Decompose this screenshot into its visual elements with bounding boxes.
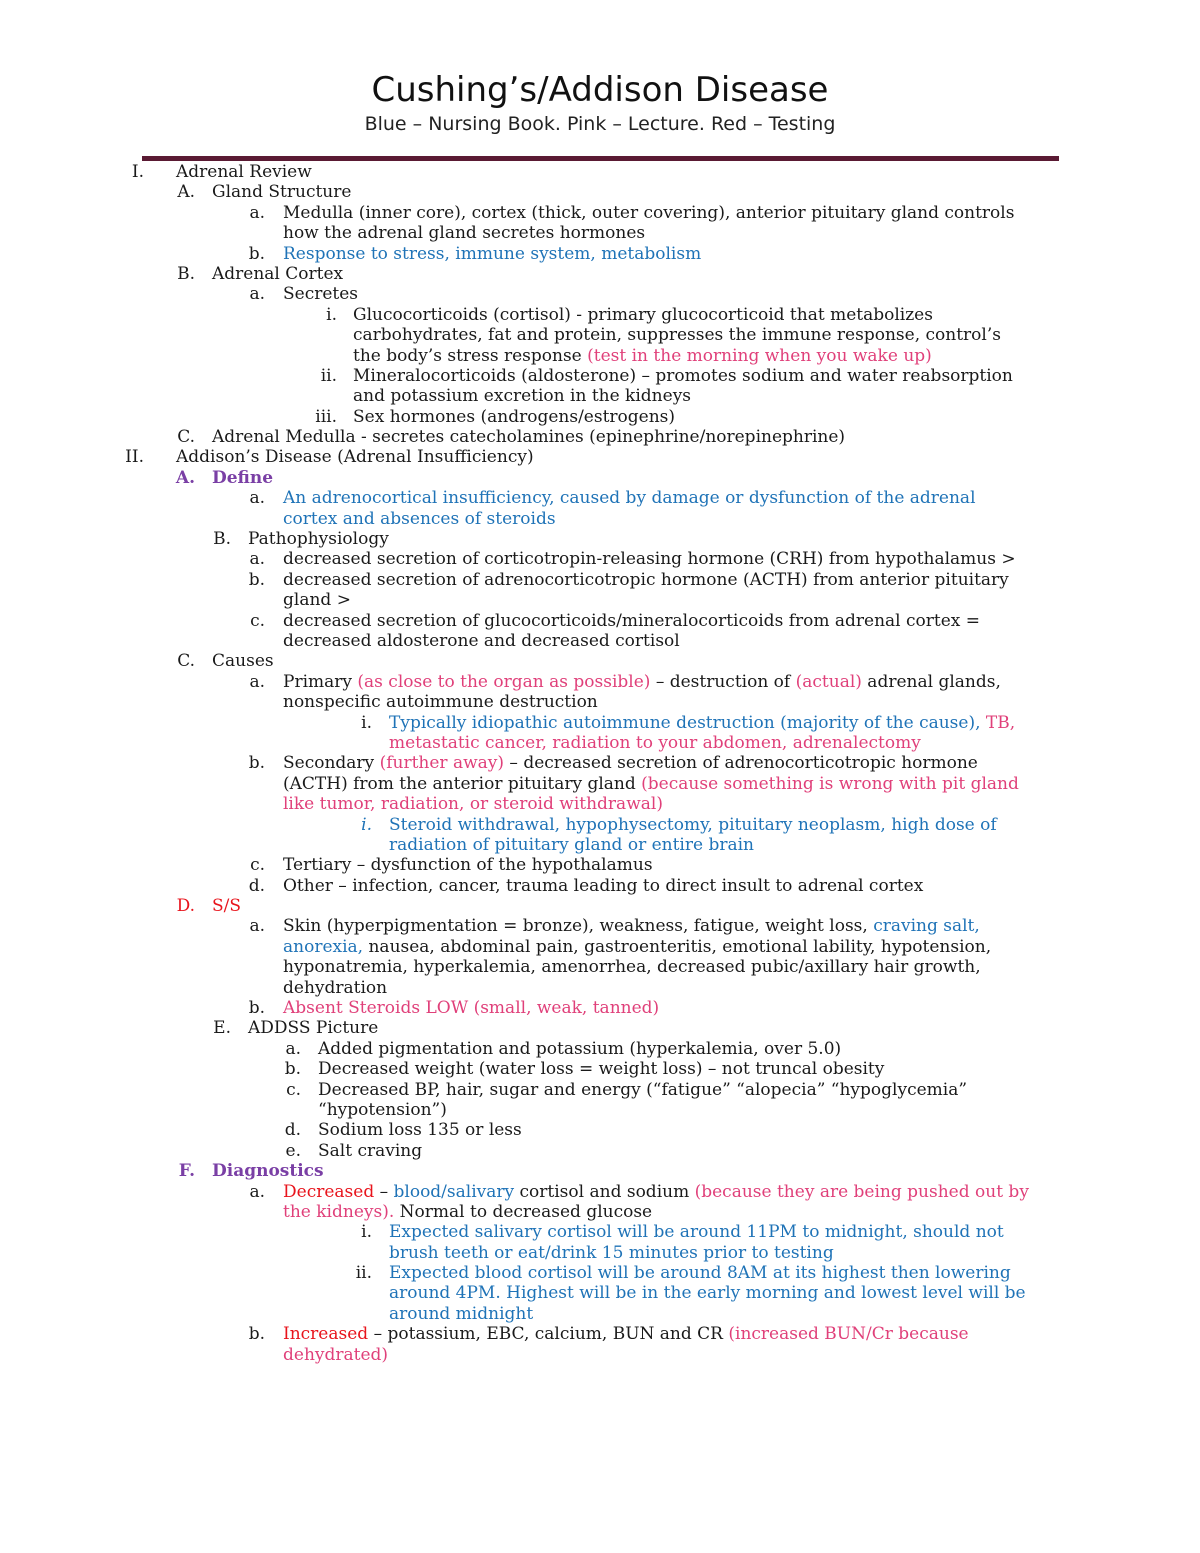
text-run: dehydration [283, 977, 388, 998]
outline-row [0, 1059, 1200, 1079]
outline-text [283, 957, 981, 977]
outline-marker: C. [177, 427, 195, 448]
outline-text [176, 162, 312, 182]
text-run: (increased BUN/Cr because [728, 1324, 969, 1345]
outline-marker: i. [361, 712, 372, 733]
outline-text [283, 855, 653, 875]
outline-text [389, 835, 754, 855]
text-run: An adrenocortical insufficiency, caused by damage or dysfunction of the adrenal [283, 488, 976, 509]
outline-row [0, 1283, 1200, 1303]
text-run: Salt craving [318, 1140, 423, 1161]
text-run: (because something is wrong with pit gland [641, 773, 1019, 794]
outline-text [212, 468, 273, 488]
text-run: Expected blood cortisol will be around 8AM at its highest then lowering [389, 1263, 1011, 1284]
outline-text [283, 672, 1001, 692]
outline-row [0, 590, 1200, 610]
outline-text [353, 346, 932, 366]
outline-row [0, 386, 1200, 406]
outline-marker: d. [284, 1120, 301, 1141]
outline-row [0, 447, 1200, 467]
outline-text [283, 1182, 1029, 1202]
text-run: and potassium excretion in the kidneys [353, 386, 692, 407]
outline-marker: ii. [320, 365, 337, 386]
outline-row [0, 835, 1200, 855]
text-run: decreased aldosterone and decreased cortisol [283, 630, 680, 651]
text-run: Other – infection, cancer, trauma leading to direct insult to adrenal cortex [283, 875, 924, 896]
outline-text [283, 611, 980, 631]
outline-row [0, 305, 1200, 325]
text-run: Adrenal Medulla - secretes catecholamines (epinephrine/norepinephrine) [212, 427, 846, 448]
outline-text [283, 244, 701, 264]
outline-marker: c. [250, 610, 265, 631]
outline-text [283, 998, 659, 1018]
outline-row [0, 1080, 1200, 1100]
outline-text [283, 692, 598, 712]
text-run: (actual) [795, 671, 862, 692]
outline-text [389, 1283, 1026, 1303]
text-run: around midnight [389, 1303, 534, 1324]
outline-text [283, 203, 1014, 223]
outline-text [283, 937, 991, 957]
text-run: Decreased weight (water loss = weight loss) – not truncal obesity [318, 1059, 885, 1080]
outline-text [389, 1263, 1011, 1283]
outline-row [0, 407, 1200, 427]
text-run: metastatic cancer, radiation to your abdomen, adrenalectomy [389, 732, 921, 753]
outline-marker: B. [177, 263, 195, 284]
outline-text [212, 896, 241, 916]
outline-text [283, 774, 1019, 794]
outline-row [0, 244, 1200, 264]
text-run: blood/salivary [393, 1181, 515, 1202]
outline-row [0, 366, 1200, 386]
outline-text [318, 1039, 841, 1059]
text-run: (further away) [379, 753, 505, 774]
text-run: ADDSS Picture [248, 1018, 379, 1039]
outline-text [353, 305, 933, 325]
text-run: Normal to decreased glucose [394, 1201, 653, 1222]
outline-text [389, 1304, 533, 1324]
outline-row [0, 325, 1200, 345]
text-run: decreased secretion of glucocorticoids/mineralocorticoids from adrenal cortex = [283, 610, 981, 631]
outline-marker: C. [177, 651, 195, 672]
outline-marker: ii. [355, 1263, 372, 1284]
outline-row [0, 713, 1200, 733]
outline-row [0, 1141, 1200, 1161]
outline-text [283, 753, 978, 773]
text-run: decreased secretion of adrenocorticotropic hormone (ACTH) from anterior pituitary [283, 569, 1009, 590]
outline-row [0, 346, 1200, 366]
outline-row [0, 1222, 1200, 1242]
outline-row [0, 284, 1200, 304]
outline-marker: c. [250, 855, 265, 876]
outline-marker: c. [286, 1079, 301, 1100]
text-run: – [374, 1181, 394, 1202]
outline-marker: a. [285, 1038, 301, 1059]
text-run: S/S [212, 896, 242, 917]
outline-marker: i. [326, 304, 337, 325]
color-legend-subtitle: Blue – Nursing Book. Pink – Lecture. Red – Testing [364, 113, 836, 135]
text-run: Medulla (inner core), cortex (thick, outer covering), anterior pituitary gland controls [283, 202, 1015, 223]
outline-text [353, 407, 675, 427]
outline-row [0, 1120, 1200, 1140]
outline-row [0, 631, 1200, 651]
outline-row [0, 1263, 1200, 1283]
outline-row [0, 692, 1200, 712]
outline-text [389, 713, 1015, 733]
outline-row [0, 672, 1200, 692]
outline-row [0, 611, 1200, 631]
outline-row [0, 1324, 1200, 1344]
outline-text [283, 1324, 969, 1344]
outline-marker: A. [177, 182, 195, 203]
text-run: (ACTH) from the anterior pituitary gland [283, 773, 642, 794]
text-run: the kidneys). [283, 1201, 395, 1222]
outline-row [0, 978, 1200, 998]
outline-marker: a. [249, 549, 265, 570]
text-run: cortisol and sodium [514, 1181, 695, 1202]
text-run: Causes [212, 651, 274, 672]
outline-row [0, 488, 1200, 508]
text-run: TB, [985, 712, 1016, 733]
outline-row [0, 1039, 1200, 1059]
text-run: Secondary [283, 753, 380, 774]
outline-row [0, 876, 1200, 896]
text-run: adrenal glands, [861, 671, 1001, 692]
outline-marker: b. [248, 1324, 265, 1345]
outline-list [0, 162, 1200, 1365]
outline-marker: A. [175, 467, 195, 488]
text-run: carbohydrates, fat and protein, suppresses the immune response, control’s [353, 325, 1001, 346]
outline-marker: II. [125, 447, 144, 468]
text-run: Sex hormones (androgens/estrogens) [353, 406, 676, 427]
outline-row [0, 549, 1200, 569]
text-run: craving salt, [873, 916, 980, 937]
text-run: (because they are being pushed out by [694, 1181, 1029, 1202]
outline-text [212, 182, 351, 202]
text-run: Skin (hyperpigmentation = bronze), weakness, fatigue, weight loss, [283, 916, 874, 937]
outline-row [0, 1345, 1200, 1365]
outline-marker: a. [249, 202, 265, 223]
outline-row [0, 794, 1200, 814]
outline-text [318, 1059, 884, 1079]
outline-marker: a. [249, 1181, 265, 1202]
outline-marker: b. [248, 753, 265, 774]
outline-text [283, 1202, 652, 1222]
outline-text [389, 733, 921, 753]
outline-row [0, 916, 1200, 936]
outline-row [0, 427, 1200, 447]
outline-marker: i. [361, 1222, 372, 1243]
outline-text [176, 447, 534, 467]
text-run: dehydrated) [283, 1344, 389, 1365]
title-divider [142, 156, 1059, 161]
outline-marker: a. [249, 916, 265, 937]
outline-text [212, 1161, 324, 1181]
text-run: decreased secretion of corticotropin-releasing hormone (CRH) from hypothalamus > [283, 549, 1016, 570]
outline-marker: B. [213, 529, 231, 550]
outline-row [0, 937, 1200, 957]
text-run: Typically idiopathic autoimmune destruction (majority of the cause), [389, 712, 986, 733]
outline-marker: F. [178, 1161, 195, 1182]
text-run: Response to stress, immune system, metabolism [283, 243, 702, 264]
outline-text [283, 284, 358, 304]
text-run: like tumor, radiation, or steroid withdrawal) [283, 794, 663, 815]
outline-text [283, 488, 976, 508]
outline-text [389, 1222, 1004, 1242]
outline-row [0, 223, 1200, 243]
outline-row [0, 203, 1200, 223]
outline-text [283, 916, 980, 936]
text-run: Primary [283, 671, 358, 692]
outline-text [283, 509, 556, 529]
text-run: Addison’s Disease (Adrenal Insufficiency) [176, 447, 534, 468]
outline-row [0, 1018, 1200, 1038]
text-run: Tertiary – dysfunction of the hypothalamus [283, 855, 653, 876]
text-run: radiation of pituitary gland or entire brain [389, 834, 754, 855]
text-run: Mineralocorticoids (aldosterone) – promotes sodium and water reabsorption [353, 365, 1013, 386]
outline-text [212, 427, 845, 447]
text-run: Increased [283, 1324, 369, 1345]
text-run: hyponatremia, hyperkalemia, amenorrhea, decreased pubic/axillary hair growth, [283, 957, 981, 978]
outline-text [283, 1345, 388, 1365]
text-run: – destruction of [650, 671, 796, 692]
outline-row [0, 468, 1200, 488]
text-run: Adrenal Review [176, 162, 312, 182]
outline-marker: b. [248, 243, 265, 264]
text-run: Define [212, 467, 274, 488]
text-run: Expected salivary cortisol will be around 11PM to midnight, should not [389, 1222, 1004, 1243]
outline-text [283, 876, 923, 896]
text-run: anorexia, [283, 936, 364, 957]
outline-text [283, 978, 387, 998]
outline-text [389, 1243, 834, 1263]
outline-text [212, 651, 274, 671]
outline-row [0, 733, 1200, 753]
outline-text [283, 570, 1009, 590]
outline-text [353, 386, 691, 406]
outline-marker: a. [249, 671, 265, 692]
outline-row [0, 1100, 1200, 1120]
outline-row [0, 774, 1200, 794]
outline-row [0, 753, 1200, 773]
outline-row [0, 957, 1200, 977]
outline-row [0, 509, 1200, 529]
text-run: – potassium, EBC, calcium, BUN and CR [368, 1324, 729, 1345]
outline-marker: d. [248, 875, 265, 896]
outline-row [0, 1202, 1200, 1222]
text-run: – decreased secretion of adrenocorticotropic hormone [504, 753, 978, 774]
outline-marker: b. [248, 998, 265, 1019]
outline-text [353, 366, 1013, 386]
outline-text [389, 815, 997, 835]
outline-text [283, 223, 645, 243]
outline-row [0, 651, 1200, 671]
outline-text [318, 1120, 522, 1140]
outline-row [0, 529, 1200, 549]
outline-row [0, 1304, 1200, 1324]
text-run: cortex and absences of steroids [283, 508, 556, 529]
outline-row [0, 1243, 1200, 1263]
text-run: “hypotension”) [318, 1099, 447, 1120]
text-run: Decreased BP, hair, sugar and energy (“fatigue” “alopecia” “hypoglycemia” [318, 1079, 968, 1100]
outline-row [0, 264, 1200, 284]
text-run: Sodium loss 135 or less [318, 1120, 522, 1141]
text-run: (as close to the organ as possible) [357, 671, 651, 692]
outline-text [318, 1080, 967, 1100]
text-run: Adrenal Cortex [212, 263, 344, 284]
outline-row [0, 570, 1200, 590]
text-run: Steroid withdrawal, hypophysectomy, pituitary neoplasm, high dose of [389, 814, 997, 835]
outline-marker: e. [285, 1140, 301, 1161]
text-run: Secretes [283, 284, 359, 305]
text-run: nonspecific autoimmune destruction [283, 692, 598, 713]
outline-marker: E. [213, 1018, 231, 1039]
outline-text [212, 264, 343, 284]
outline-marker: iii. [315, 406, 337, 427]
outline-marker: a. [249, 284, 265, 305]
outline-text [283, 631, 680, 651]
outline-text [318, 1141, 422, 1161]
outline-marker: D. [176, 896, 195, 917]
outline-marker: b. [248, 569, 265, 590]
outline-row [0, 162, 1200, 182]
text-run: Absent Steroids LOW (small, weak, tanned) [283, 998, 660, 1019]
text-run: the body’s stress response [353, 345, 588, 366]
text-run: how the adrenal gland secretes hormones [283, 223, 646, 244]
outline-row [0, 815, 1200, 835]
outline-marker: I. [131, 162, 144, 182]
outline-marker: a. [249, 488, 265, 509]
outline-row [0, 896, 1200, 916]
outline-text [283, 549, 1016, 569]
text-run: Pathophysiology [248, 529, 389, 550]
text-run: (test in the morning when you wake up) [587, 345, 932, 366]
outline-row [0, 998, 1200, 1018]
outline-text [248, 1018, 378, 1038]
text-run: Diagnostics [212, 1161, 324, 1182]
text-run: nausea, abdominal pain, gastroenteritis, emotional lability, hypotension, [363, 936, 992, 957]
outline-text [283, 794, 663, 814]
text-run: gland > [283, 590, 351, 611]
text-run: Decreased [283, 1181, 375, 1202]
text-run: Glucocorticoids (cortisol) - primary glucocorticoid that metabolizes [353, 304, 933, 325]
outline-marker: i. [361, 814, 372, 835]
outline-marker: b. [284, 1059, 301, 1080]
outline-row [0, 182, 1200, 202]
text-run: Added pigmentation and potassium (hyperkalemia, over 5.0) [318, 1038, 842, 1059]
outline-text [248, 529, 389, 549]
outline-row [0, 1182, 1200, 1202]
outline-text [353, 325, 1001, 345]
text-run: Gland Structure [212, 182, 352, 203]
document-title: Cushing’s/Addison Disease [371, 70, 829, 110]
text-run: around 4PM. Highest will be in the early morning and lowest level will be [389, 1283, 1026, 1304]
outline-row [0, 855, 1200, 875]
outline-text [318, 1100, 447, 1120]
outline-row [0, 1161, 1200, 1181]
text-run: brush teeth or eat/drink 15 minutes prior to testing [389, 1242, 834, 1263]
outline-text [283, 590, 351, 610]
